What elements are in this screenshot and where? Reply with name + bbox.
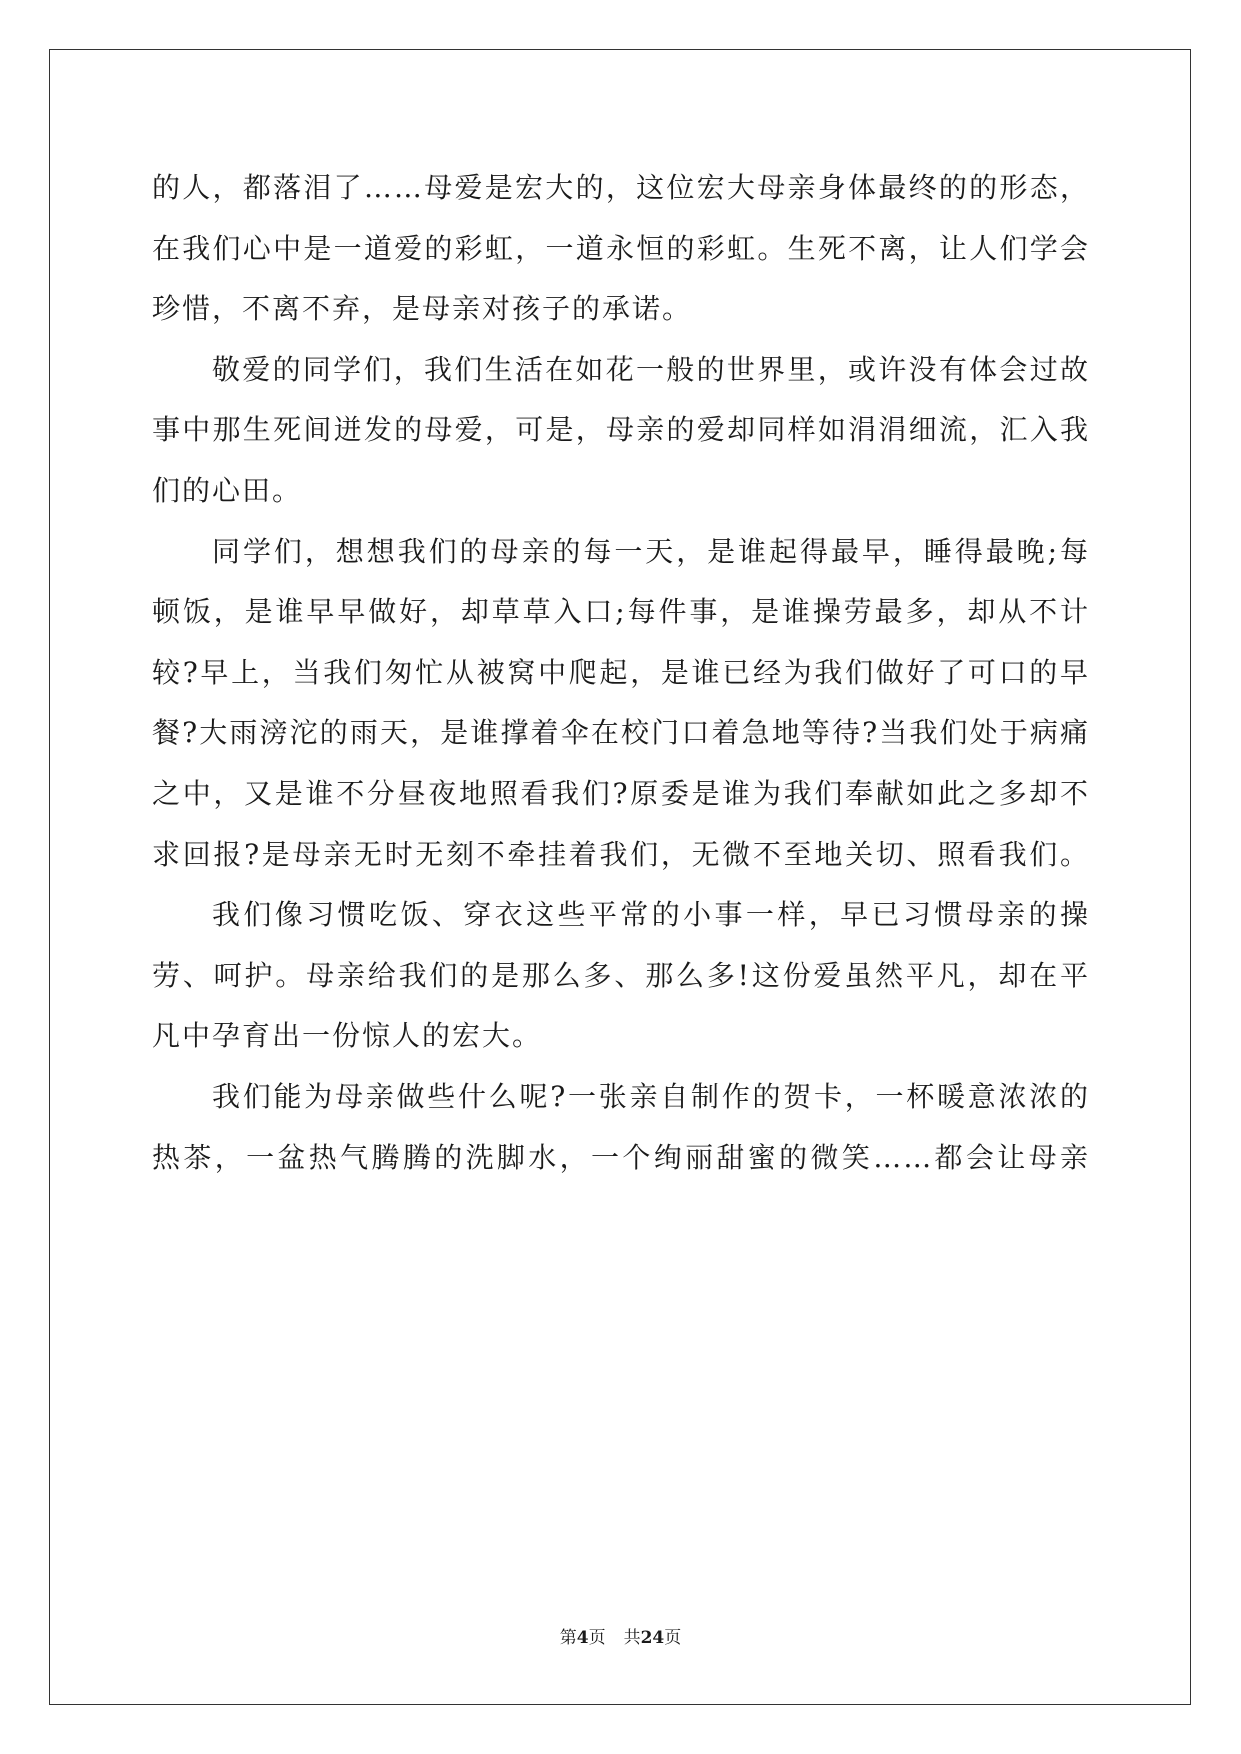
- paragraph-2: 敬爱的同学们，我们生活在如花一般的世界里，或许没有体会过故事中那生死间迸发的母爱，可是，母亲的爱却同样如涓涓细流，汇入我们的心田。: [152, 352, 1090, 507]
- paragraph-4: 我们像习惯吃饭、穿衣这些平常的小事一样，早已习惯母亲的操劳、呵护。母亲给我们的是那么多、那么多!这份爱虽然平凡，却在平凡中孕育出一份惊人的宏大。: [152, 898, 1090, 1053]
- footer-page-suffix: 页: [588, 1628, 606, 1648]
- current-page-number: 4: [576, 1628, 589, 1648]
- paragraph-5: 我们能为母亲做些什么呢?一张亲自制作的贺卡，一杯暖意浓浓的热茶，一盆热气腾腾的洗脚水，一个绚丽甜蜜的微笑……都会让母亲: [152, 1079, 1090, 1174]
- total-pages-number: 24: [640, 1628, 665, 1648]
- page-footer: [0, 1623, 1241, 1648]
- document-body: [152, 158, 1090, 1188]
- paragraph-1: 的人，都落泪了……母爱是宏大的，这位宏大母亲身体最终的的形态，在我们心中是一道爱的彩虹，一道永恒的彩虹。生死不离，让人们学会珍惜，不离不弃，是母亲对孩子的承诺。: [152, 171, 1090, 326]
- footer-total-suffix: 页: [664, 1628, 682, 1648]
- footer-prefix: 第: [559, 1628, 577, 1648]
- paragraph-3: 同学们，想想我们的母亲的每一天，是谁起得最早，睡得最晚;每顿饭，是谁早早做好，却草草入口;每件事，是谁操劳最多，却从不计较?早上，当我们匆忙从被窝中爬起，是谁已经为我们做好了可口的早餐?大雨滂沱的雨天，是谁撑着伞在校门口着急地等待?当我们处于病痛之中，又是谁不分昼夜地照看我们?原委是谁为我们奉献如此之多却不求回报?是母亲无时无刻不牵挂着我们，无微不至地关切、照看我们。: [152, 534, 1090, 871]
- footer-total-prefix: 共: [623, 1628, 641, 1648]
